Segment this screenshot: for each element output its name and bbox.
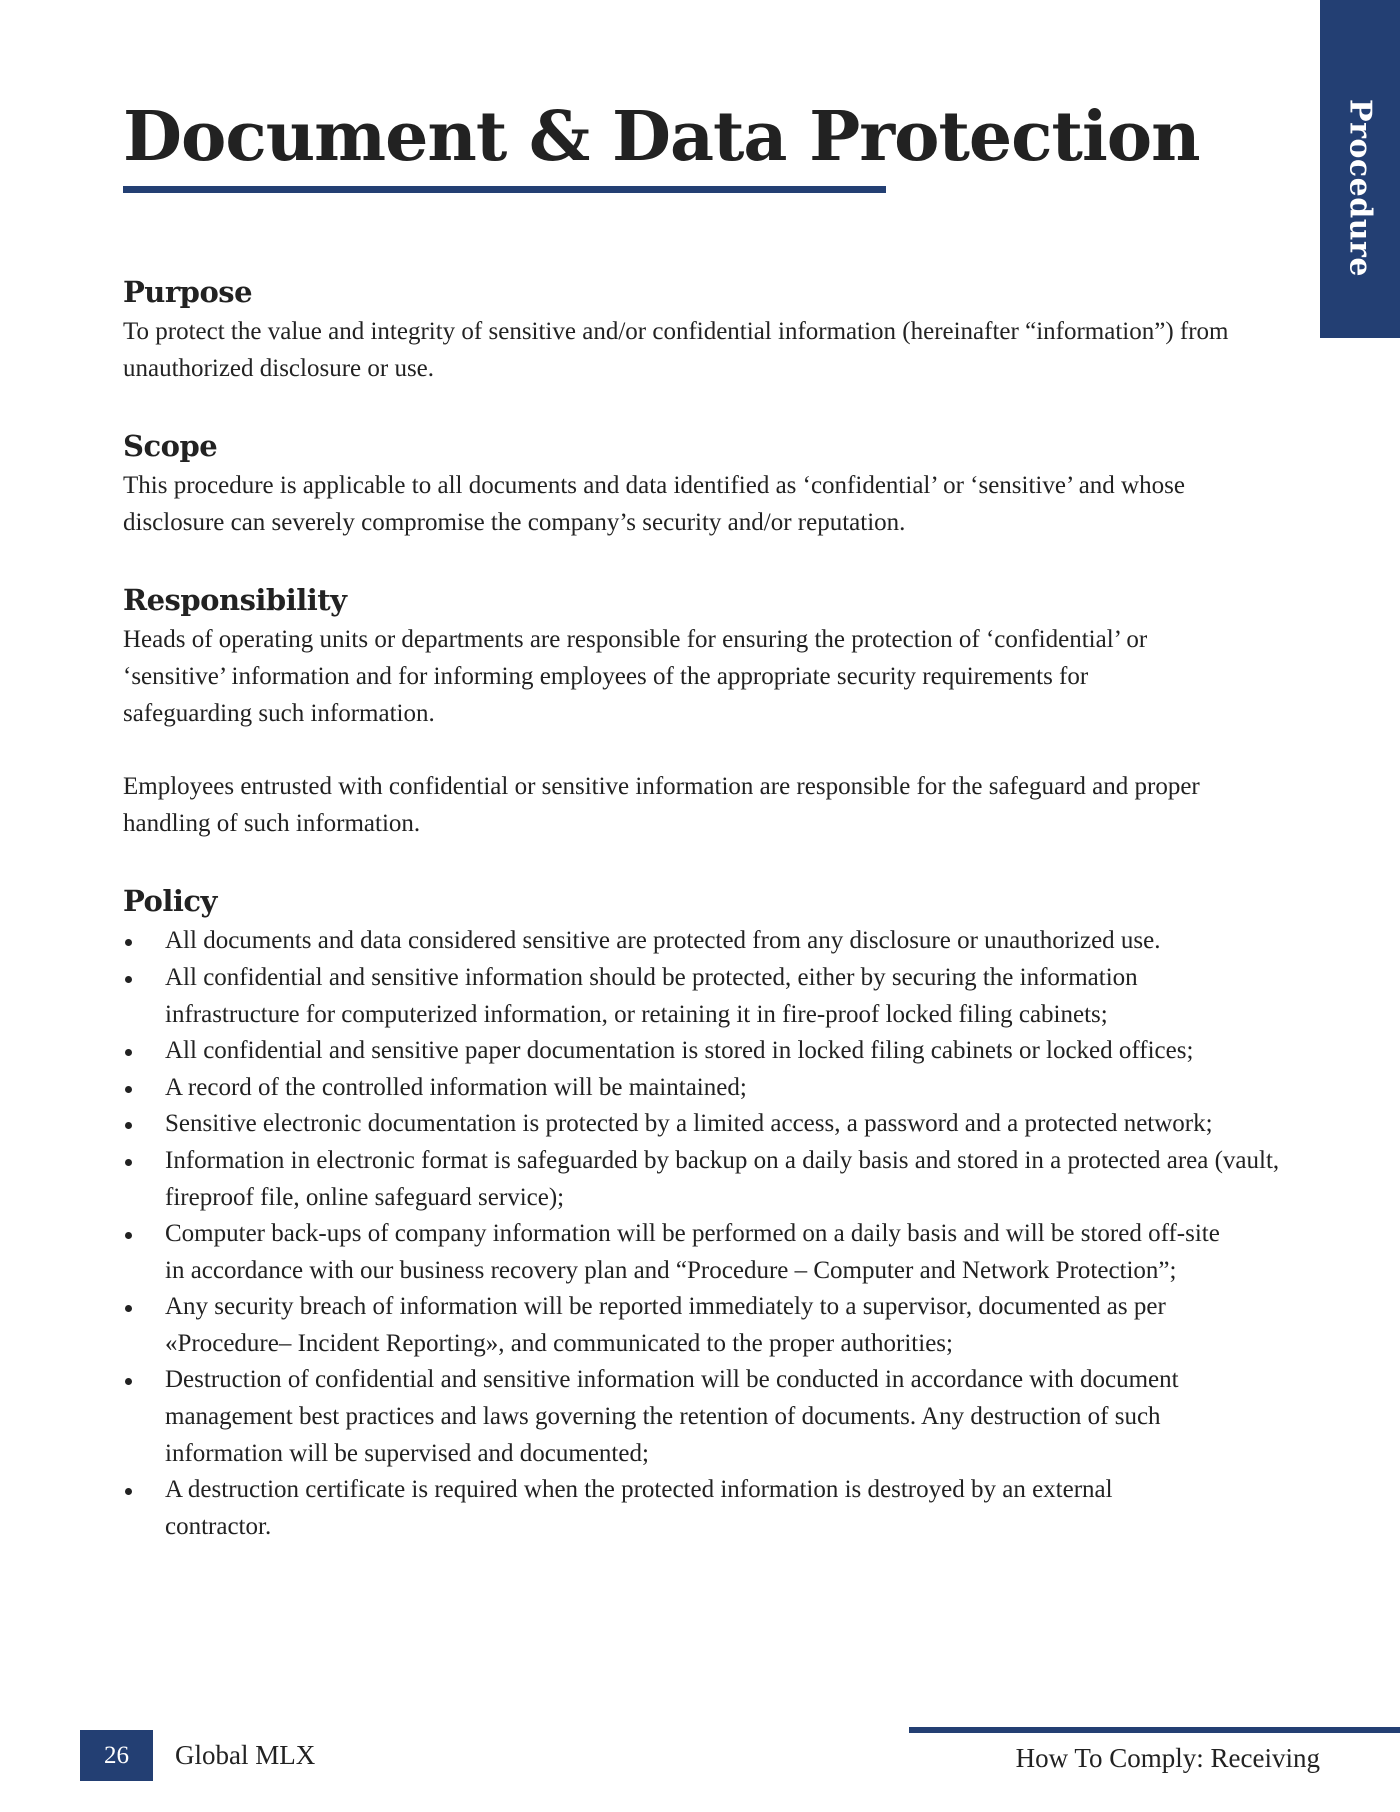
policy-item-text: Computer back-ups of company information will be performed on a daily basis and will be stored off-site in accordance with our business recovery plan and “Procedure – Computer and Network Protection”; [165, 1220, 1220, 1284]
responsibility-paragraph: Heads of operating units or departments are responsible for ensuring the protection of ‘confidential’ or ‘sensitive’ information and for informing employees of the appropriate security requirements for safeguarding such information. [123, 626, 1148, 727]
policy-heading: Policy [123, 884, 217, 919]
policy-list-item [123, 1033, 1293, 1070]
policy-item-text: All documents and data considered sensitive are protected from any disclosure or unauthorized use. [165, 927, 1161, 955]
policy-item-text: A destruction certificate is required when the protected information is destroyed by an external contractor. [165, 1476, 1113, 1540]
policy-item-text: A record of the controlled information will be maintained; [165, 1073, 747, 1101]
purpose-text: To protect the value and integrity of sensitive and/or confidential information (hereinafter “information”) from unauthorized disclosure or use. [123, 318, 1229, 382]
policy-list-item [123, 1472, 1293, 1545]
responsibility-heading: Responsibility [123, 583, 347, 618]
policy-list-item [123, 1143, 1293, 1216]
bullet-icon [125, 976, 132, 983]
bullet-icon [125, 1378, 132, 1385]
bullet-icon [125, 1232, 132, 1239]
scope-text: This procedure is applicable to all documents and data identified as ‘confidential’ or ‘sensitive’ and whose disclosure can severely compromise the company’s security and/or reputation. [123, 472, 1185, 536]
procedure-tab-label: Procedure [1342, 99, 1378, 277]
scope-heading: Scope [123, 429, 218, 464]
bullet-icon [125, 1159, 132, 1166]
responsibility-paragraph: Employees entrusted with confidential or sensitive information are responsible for the safeguard and proper handling of such information. [123, 773, 1200, 837]
bullet-icon [125, 1086, 132, 1093]
policy-list-item [123, 923, 1293, 960]
purpose-heading: Purpose [123, 275, 253, 309]
policy-item-text: Any security breach of information will be reported immediately to a supervisor, documented as per «Procedure– Incident Reporting», and communicated to the proper authorities; [165, 1293, 1166, 1357]
policy-list-item [123, 1106, 1293, 1143]
policy-list-item [123, 1362, 1293, 1472]
title-underline [123, 186, 886, 193]
policy-list-item [123, 1289, 1293, 1362]
page-title: Document & Data Protection [123, 97, 1200, 177]
document-body [123, 270, 1293, 1545]
policy-list-item [123, 1070, 1293, 1107]
bullet-icon [125, 939, 132, 946]
page-number: 26 [80, 1730, 153, 1781]
policy-item-text: Information in electronic format is safeguarded by backup on a daily basis and stored in a protected area (vault, fireproof file, online safeguard service); [165, 1146, 1280, 1211]
bullet-icon [125, 1488, 132, 1495]
bullet-icon [125, 1049, 132, 1056]
procedure-side-tab [1320, 0, 1400, 338]
bullet-icon [125, 1122, 132, 1129]
policy-list-item [123, 960, 1293, 1033]
policy-item-text: All confidential and sensitive paper documentation is stored in locked filing cabinets or locked offices; [165, 1037, 1194, 1065]
policy-item-text: All confidential and sensitive information should be protected, either by securing the information infrastructure for computerized information, or retaining it in fire-proof locked filing cabinets; [165, 963, 1138, 1028]
policy-item-text: Destruction of confidential and sensitive information will be conducted in accordance with document management best practices and laws governing the retention of documents. Any destruction of such information will be supervised and documented; [165, 1366, 1179, 1467]
footer-company-name: Global MLX [175, 1740, 316, 1770]
policy-item-text: Sensitive electronic documentation is protected by a limited access, a password and a protected network; [165, 1110, 1213, 1138]
footer-document-title: How To Comply: Receiving [1015, 1743, 1320, 1773]
bullet-icon [125, 1305, 132, 1312]
policy-list [123, 923, 1293, 1545]
policy-list-item [123, 1216, 1293, 1289]
